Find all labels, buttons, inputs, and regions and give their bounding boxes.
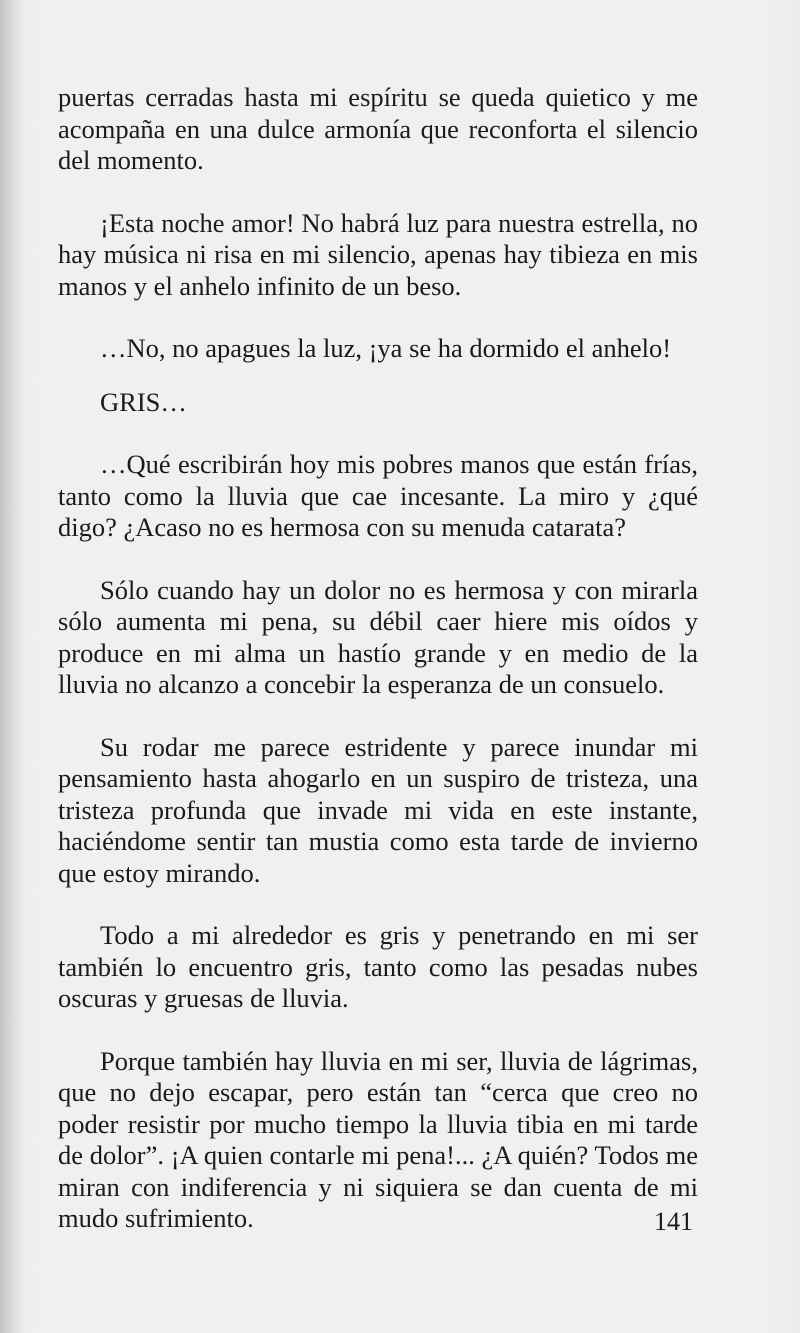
spine-shadow [0,0,22,1333]
section-heading: GRIS… [100,386,187,417]
paragraph: …No, no apagues la luz, ¡ya se ha dormido el anhelo! [100,333,672,363]
paragraph: Su rodar me parece estridente y parece inundar mi pensamiento hasta ahogarlo en un suspiro de tristeza, una tristeza profunda que invade mi vida en este instante, haciéndome sentir tan mustia como esta tarde de invierno que estoy mirando. [58,731,698,888]
paragraph: ¡Esta noche amor! No habrá luz para nuestra estrella, no hay música ni risa en mi silencio, apenas hay tibieza en mis manos y el anhelo infinito de un beso. [58,207,698,301]
page-number: 141 [654,1207,693,1236]
paragraph-continuation: puertas cerradas hasta mi espíritu se queda quietico y me acompaña en una dulce armonía que reconforta el silencio del momento. [58,82,698,175]
body-text [58,82,698,1235]
paragraph: Todo a mi alrededor es gris y penetrando en mi ser también lo encuentro gris, tanto como las pesadas nubes oscuras y gruesas de lluvia. [58,920,698,1013]
paragraph: Sólo cuando hay un dolor no es hermosa y con mirarla sólo aumenta mi pena, su débil caer hiere mis oídos y produce en mi alma un hastío grande y en medio de la lluvia no alcanzo a concebir la esperanza de un consuelo. [58,574,698,699]
paragraph: …Qué escribirán hoy mis pobres manos que están frías, tanto como la lluvia que cae incesante. La miro y ¿qué digo? ¿Acaso no es hermosa con su menuda catarata? [58,449,698,542]
paragraph: Porque también hay lluvia en mi ser, lluvia de lágrimas, que no dejo escapar, pero están tan “cerca que creo no poder resistir por mucho tiempo la lluvia tibia en mi tarde de dolor”. ¡A quien contarle mi pena!... ¿A quién? Todos me miran con indiferencia y ni siquiera se dan cuenta de mi mudo sufrimiento. [58,1045,698,1233]
